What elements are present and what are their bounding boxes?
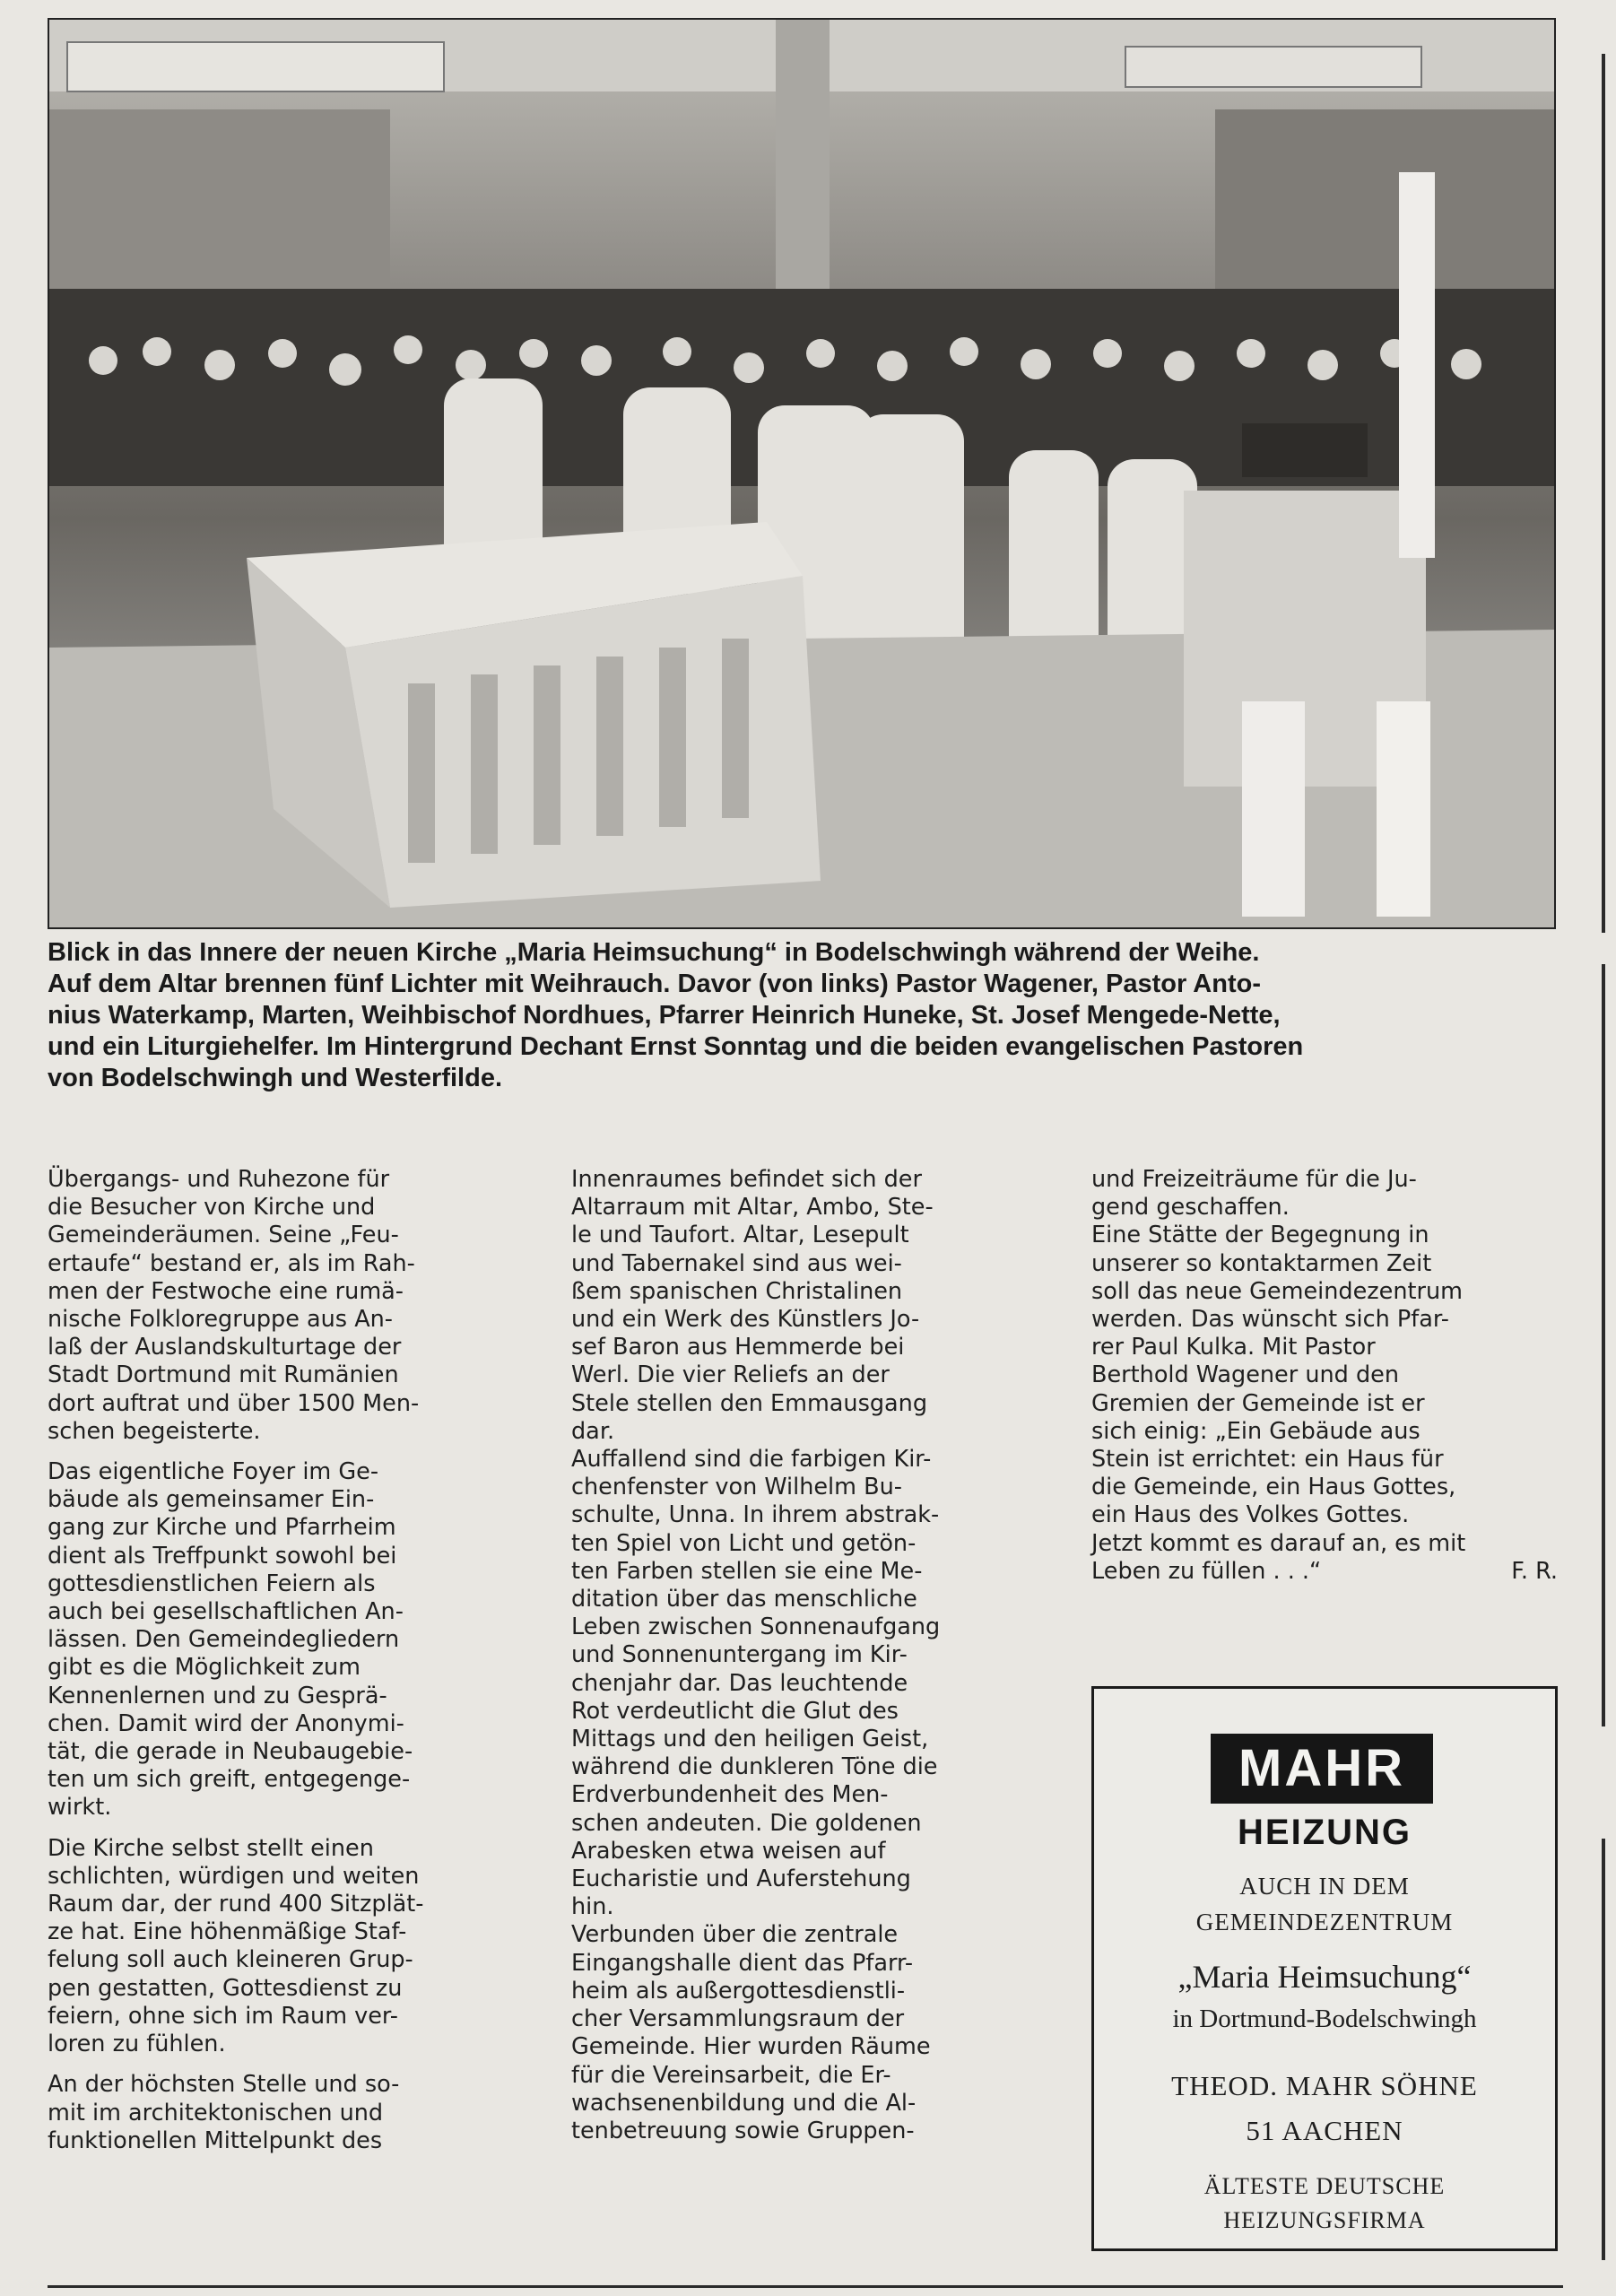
text-line: die Gemeinde, ein Haus Gottes, [1091, 1474, 1456, 1501]
text-line: ten Farben stellen sie eine Me- [571, 1557, 923, 1585]
caption-line: und ein Liturgiehelfer. Im Hintergrund Dechant Ernst Sonntag und die beiden evangelischen Pastoren [48, 1032, 1304, 1061]
ad-tagline-2: HEIZUNGSFIRMA [1223, 2207, 1426, 2233]
text-line: Das eigentliche Foyer im Ge- [48, 1458, 379, 1486]
text-line: Kennenlernen und zu Gesprä- [48, 1682, 387, 1709]
article-paragraph [571, 1446, 1047, 1921]
ad-tagline-1: ÄLTESTE DEUTSCHE [1203, 2173, 1446, 2199]
caption-line: von Bodelschwingh und Westerfilde. [48, 1064, 503, 1092]
text-line: lässen. Den Gemeindegliedern [48, 1626, 400, 1654]
text-line: dar. [571, 1417, 615, 1445]
text-line: für die Vereinsarbeit, die Er- [571, 2061, 891, 2089]
text-line: felung soll auch kleineren Grup- [48, 1946, 413, 1974]
text-line: Verbunden über die zentrale [571, 1921, 899, 1949]
text-line: chenjahr dar. Das leuchtende [571, 1669, 908, 1697]
text-line: laß der Auslandskulturtage der [48, 1334, 402, 1361]
text-line: unserer so kontaktarmen Zeit [1091, 1249, 1432, 1277]
article-paragraph [571, 1166, 1047, 1446]
text-line: Übergangs- und Ruhezone für [48, 1166, 390, 1193]
photo-illustration [49, 20, 1554, 927]
right-edge-rule-bottom [1602, 1839, 1605, 2260]
ad-brand: HEIZUNG [1238, 1813, 1412, 1852]
text-line: Berthold Wagener und den [1091, 1361, 1399, 1389]
text-line: ze hat. Eine höhenmäßige Staf- [48, 1918, 407, 1946]
text-line: Eingangshalle dient das Pfarr- [571, 1949, 914, 1977]
text-line: wirkt. [48, 1794, 112, 1822]
right-edge-rule-top [1602, 54, 1605, 933]
text-line: Stele stellen den Emmausgang [571, 1389, 928, 1417]
text-line: werden. Das wünscht sich Pfar- [1091, 1306, 1449, 1334]
text-line: soll das neue Gemeindezentrum [1091, 1277, 1463, 1305]
mahr-logo: MAHR [1211, 1734, 1433, 1804]
text-line: Jetzt kommt es darauf an, es mit [1091, 1529, 1466, 1557]
text-line: funktionellen Mittelpunkt des [48, 2126, 383, 2154]
text-line: ertaufe“ bestand er, als im Rah- [48, 1249, 415, 1277]
text-line: rer Paul Kulka. Mit Pastor [1091, 1334, 1376, 1361]
text-line: le und Taufort. Altar, Lesepult [571, 1222, 909, 1249]
text-line: schulte, Unna. In ihrem abstrak- [571, 1501, 940, 1529]
ad-place: in Dortmund-Bodelschwingh [1172, 2005, 1477, 2033]
ad-line-1: AUCH IN DEM [1239, 1873, 1410, 1900]
text-line: die Besucher von Kirche und [48, 1194, 376, 1222]
article-column-3 [1091, 1166, 1558, 1586]
text-line: Gemeinde. Hier wurden Räume [571, 2033, 931, 2061]
text-line: ßem spanischen Christalinen [571, 1277, 903, 1305]
text-line: dort auftrat und über 1500 Men- [48, 1389, 420, 1417]
text-line: loren zu fühlen. [48, 2031, 226, 2058]
text-line: ten Spiel von Licht und getön- [571, 1529, 917, 1557]
text-line: Werl. Die vier Reliefs an der [571, 1361, 890, 1389]
text-line: sich einig: „Ein Gebäude aus [1091, 1417, 1421, 1445]
text-line: auch bei gesellschaftlichen An- [48, 1598, 404, 1626]
caption-line: Blick in das Innere der neuen Kirche „Maria Heimsuchung“ in Bodelschwingh während der Weihe. [48, 938, 1260, 967]
article-column-2 [571, 1166, 1047, 2145]
article-paragraph [48, 1166, 523, 1446]
text-line: Mittags und den heiligen Geist, [571, 1726, 929, 1753]
text-line: gang zur Kirche und Pfarrheim [48, 1514, 396, 1542]
text-line: bäude als gemeinsamer Ein- [48, 1486, 375, 1514]
text-line: Die Kirche selbst stellt einen [48, 1834, 374, 1862]
article-paragraph [1091, 1222, 1558, 1586]
ad-line-2: GEMEINDEZENTRUM [1195, 1909, 1454, 1935]
article-paragraph [48, 2071, 523, 2155]
text-line: Auffallend sind die farbigen Kir- [571, 1446, 932, 1474]
text-line: Leben zu füllen . . .“ [1091, 1557, 1322, 1585]
article-paragraph [1091, 1166, 1558, 1222]
text-line: cher Versammlungsraum der [571, 2005, 905, 2033]
text-line: und ein Werk des Künstlers Jo- [571, 1306, 920, 1334]
church-interior-photo [48, 18, 1556, 929]
text-line: Rot verdeutlicht die Glut des [571, 1697, 899, 1725]
text-line: schen begeisterte. [48, 1417, 261, 1445]
article-paragraph [48, 1835, 523, 2059]
text-line: An der höchsten Stelle und so- [48, 2071, 400, 2099]
text-line: ditation über das menschliche [571, 1586, 917, 1613]
text-line: gottesdienstlichen Feiern als [48, 1570, 376, 1597]
text-line: hin. [571, 1893, 614, 1921]
text-line: Stadt Dortmund mit Rumänien [48, 1361, 399, 1389]
text-line: gend geschaffen. [1091, 1194, 1290, 1222]
caption-line: nius Waterkamp, Marten, Weihbischof Nordhues, Pfarrer Heinrich Huneke, St. Josef Mengede-Nette, [48, 1001, 1281, 1030]
text-line: Innenraumes befindet sich der [571, 1166, 922, 1193]
text-line: ein Haus des Volkes Gottes. [1091, 1501, 1410, 1529]
right-edge-rule-mid [1602, 964, 1605, 1726]
text-line: Raum dar, der rund 400 Sitzplät- [48, 1891, 424, 1918]
text-line: Stein ist errichtet: ein Haus für [1091, 1446, 1444, 1474]
mahr-heizung-advertisement [1091, 1686, 1558, 2251]
text-line: Eine Stätte der Begegnung in [1091, 1222, 1429, 1249]
bottom-rule [48, 2285, 1563, 2288]
text-line: dient als Treffpunkt sowohl bei [48, 1542, 397, 1570]
photo-caption [48, 937, 1563, 1094]
text-line: feiern, ohne sich im Raum ver- [48, 2002, 398, 2030]
text-line: nische Folkloregruppe aus An- [48, 1306, 394, 1334]
text-line: Arabesken etwa weisen auf [571, 1837, 886, 1865]
text-line: Altarraum mit Altar, Ambo, Ste- [571, 1194, 934, 1222]
text-line: mit im architektonischen und [48, 2099, 384, 2126]
text-line: und Sonnenuntergang im Kir- [571, 1641, 908, 1669]
text-line: gibt es die Möglichkeit zum [48, 1654, 361, 1682]
text-line: chen. Damit wird der Anonymi- [48, 1709, 404, 1737]
text-line: Erdverbundenheit des Men- [571, 1781, 889, 1809]
text-line: Eucharistie und Auferstehung [571, 1866, 911, 1893]
text-line: Gremien der Gemeinde ist er [1091, 1389, 1425, 1417]
text-line: wachsenenbildung und die Al- [571, 2089, 917, 2117]
text-line: chenfenster von Wilhelm Bu- [571, 1474, 902, 1501]
author-signature: F. R. [1511, 1557, 1558, 1585]
closing-line [1091, 1558, 1558, 1586]
text-line: heim als außergottesdienstli- [571, 1977, 906, 2005]
article-paragraph [48, 1458, 523, 1822]
text-line: während die dunkleren Töne die [571, 1753, 938, 1781]
article-paragraph [571, 1921, 1047, 2145]
text-line: und Freizeiträume für die Ju- [1091, 1166, 1417, 1193]
ad-center-name: „Maria Heimsuchung“ [1177, 1959, 1472, 1995]
text-line: Gemeinderäumen. Seine „Feu- [48, 1222, 399, 1249]
text-line: Leben zwischen Sonnenaufgang [571, 1613, 941, 1641]
ad-city: 51 AACHEN [1246, 2115, 1403, 2146]
text-line: und Tabernakel sind aus wei- [571, 1249, 902, 1277]
text-line: schen andeuten. Die goldenen [571, 1809, 922, 1837]
text-line: schlichten, würdigen und weiten [48, 1862, 420, 1890]
article-column-1 [48, 1166, 523, 2155]
text-line: men der Festwoche eine rumä- [48, 1277, 404, 1305]
text-line: tenbetreuung sowie Gruppen- [571, 2117, 915, 2144]
ad-company: THEOD. MAHR SÖHNE [1171, 2070, 1478, 2101]
text-line: ten um sich greift, entgegenge- [48, 1766, 411, 1794]
text-line: tät, die gerade in Neubaugebie- [48, 1738, 413, 1766]
text-line: pen gestatten, Gottesdienst zu [48, 1974, 403, 2002]
caption-line: Auf dem Altar brennen fünf Lichter mit Weihrauch. Davor (von links) Pastor Wagener, Pastor Anto- [48, 970, 1261, 998]
text-line: sef Baron aus Hemmerde bei [571, 1334, 905, 1361]
